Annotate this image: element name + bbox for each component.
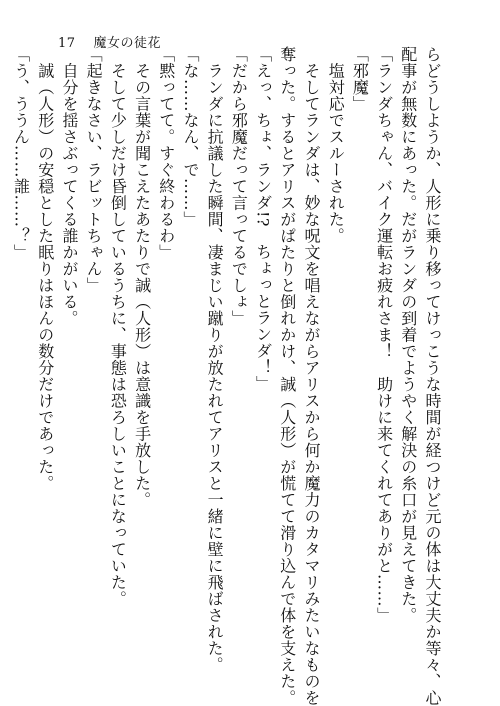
text-line: 「ランダちゃん、バイク運転お疲れさま！ 助けに来てくれてありがと……」	[374, 46, 394, 624]
vertical-body-text	[11, 46, 444, 706]
text-line: そして少しだけ昏倒しているうちに、事態は恐ろしいことになっていた。	[108, 46, 128, 607]
text-line: 「黙ってて。すぐ終わるわ」	[156, 46, 176, 261]
text-line: 誠（人形）の安穏とした眠りはほんの数分だけであった。	[35, 46, 55, 492]
text-line: らどうしようか、人形に乗り移ってけっこうな時間が経つけど元の体は大丈夫か等々、心	[423, 46, 442, 706]
text-line: 「な……なん、で……」	[180, 46, 200, 228]
text-line: そしてランダは、妙な呪文を唱えながらアリスから何か魔力のカタマリみたいなものを	[301, 46, 321, 706]
text-line: 奪った。するとアリスがぱたりと倒れかけ、誠（人形）が慌てて滑り込んで体を支えた。	[277, 46, 297, 706]
text-line: 「起きなさい、ラビットちゃん」	[84, 46, 104, 294]
page-number: 17	[58, 36, 76, 51]
text-line: 「う、ううん……誰……？」	[11, 46, 31, 261]
text-line: 配事が無数にあった。だがランダの到着でようやく解決の糸口が見えてきた。	[398, 46, 418, 624]
text-line: その言葉が聞こえたあたりで誠（人形）は意識を手放した。	[132, 46, 152, 508]
text-line: 塩対応でスルーされた。	[326, 46, 346, 244]
book-title: 魔女の徒花	[93, 36, 162, 51]
text-line: 「だから邪魔だって言ってるでしょ」	[229, 46, 249, 327]
text-line: 自分を揺さぶってくる誰かがいる。	[59, 46, 79, 327]
text-line: ランダに抗議した瞬間、凄まじい蹴りが放たれてアリスと一緒に壁に飛ばされた。	[205, 46, 225, 673]
text-line: 「邪魔」	[350, 46, 370, 112]
text-line: 「えっ、ちょ、ランダ!? ちょっとランダ！」	[253, 46, 273, 393]
